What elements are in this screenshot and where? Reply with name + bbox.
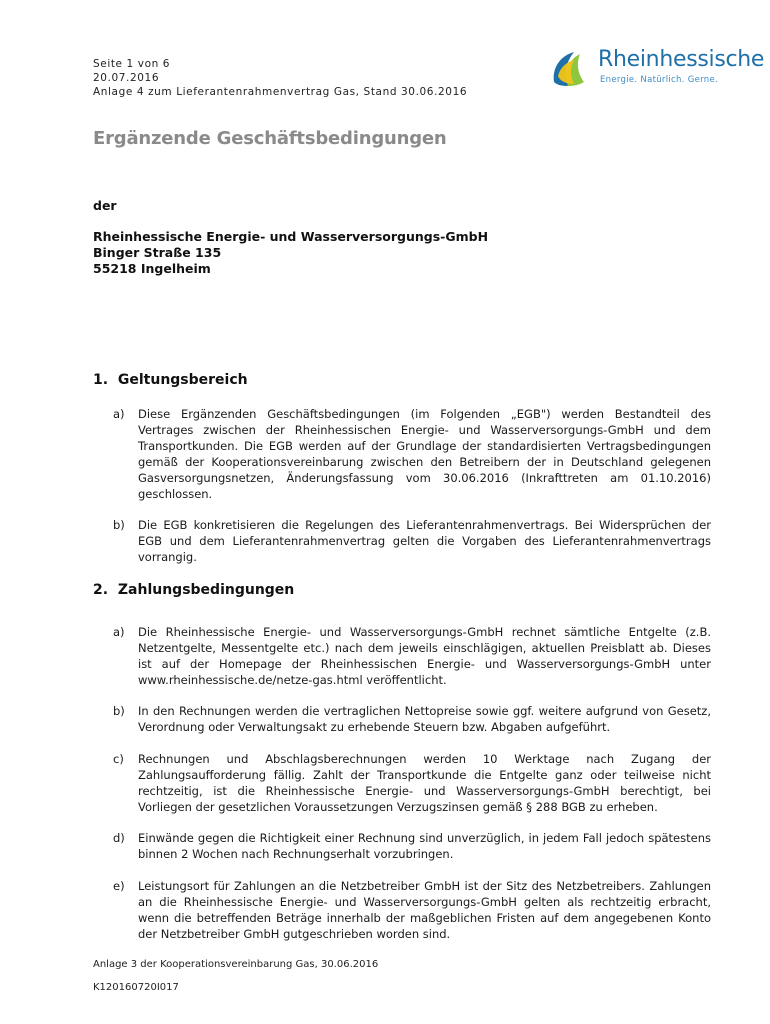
company-name: Rheinhessische Energie- und Wasserversorgungs-GmbH <box>93 229 489 244</box>
company-city: 55218 Ingelheim <box>93 261 211 276</box>
item-letter: a) <box>113 625 125 639</box>
logo-brand: Rheinhessische <box>598 47 765 72</box>
item-letter: e) <box>113 879 125 893</box>
document-meta <box>93 57 467 99</box>
item-text: Diese Ergänzenden Geschäftsbedingungen (im Folgenden „EGB") werden Bestandteil des Vertrages zwischen der Rheinhessischen Energie- und Wasserversorgungs-GmbH und dem Transportkunden. Die EGB werden auf der Grundlage der standardisierten Vertragsbedingungen gemäß der Kooperationsvereinbarung zwischen den Betreibern der in Deutschland gelegenen Gasversorgungsnetzen, Änderungsfassung vom 30.06.2016 (Inkrafttreten am 01.10.2016) geschlossen. <box>138 407 711 501</box>
der-label: der <box>93 198 117 213</box>
section-2-item-a <box>113 624 711 688</box>
section-2-item-d <box>113 830 711 862</box>
item-letter: c) <box>113 752 124 766</box>
section-1-heading <box>93 372 248 388</box>
item-text-content: Die Rheinhessische Energie- und Wasserversorgungs-GmbH rechnet sämtliche Entgelte (z.B. Netzentgelte, Messentgelte etc.) nach dem jeweils einschlägigen, aktuellen Preisblatt ab. Dieses ist auf der Homepage der Rheinhessischen Energie- und Wasserversorgungs-GmbH unter www.rheinhessische.de/netze-gas.html veröffentlicht. <box>138 625 711 687</box>
section-number: 1. <box>93 372 109 388</box>
item-text: Rechnungen und Abschlagsberechnungen werden 10 Werktage nach Zugang der Zahlungsaufforderung fällig. Zahlt der Transportkunde die Entgelte ganz oder teilweise nicht rechtzeitig, ist die Rheinhessische Energie- und Wasserversorgungs-GmbH berechtigt, bei Vorliegen der gesetzlichen Voraussetzungen Verzugszinsen gemäß § 288 BGB zu erheben. <box>138 752 711 814</box>
item-text <box>138 624 711 688</box>
logo-tagline: Energie. Natürlich. Gerne. <box>600 75 718 85</box>
company-street: Binger Straße 135 <box>93 245 222 260</box>
section-1-item-b <box>113 517 711 565</box>
company-address <box>93 229 488 277</box>
item-letter: d) <box>113 831 125 845</box>
document-title: Ergänzende Geschäftsbedingungen <box>93 128 447 149</box>
page-info: Seite 1 von 6 <box>93 58 171 70</box>
section-title: Zahlungsbedingungen <box>117 582 295 598</box>
section-number: 2. <box>93 582 109 598</box>
section-1-item-a <box>113 406 711 502</box>
document-date: 20.07.2016 <box>93 72 160 84</box>
section-title: Geltungsbereich <box>117 372 248 388</box>
company-logo <box>548 44 765 94</box>
item-text: Einwände gegen die Richtigkeit einer Rechnung sind unverzüglich, in jedem Fall jedoch spätestens binnen 2 Wochen nach Rechnungserhalt vorzubringen. <box>138 831 711 861</box>
item-text: Leistungsort für Zahlungen an die Netzbetreiber GmbH ist der Sitz des Netzbetreibers. Zahlungen an die Rheinhessische Energie- und Wasserversorgungs-GmbH gelten als rechtzeitig erbracht, wenn die betreffenden Beträge innerhalb der maßgeblichen Fristen auf dem angegebenen Konto der Netzbetreiber GmbH gutgeschrieben worden sind. <box>138 879 711 941</box>
logo-mark-icon <box>548 46 594 92</box>
section-2-heading <box>93 582 294 598</box>
section-2-item-b <box>113 703 711 735</box>
item-text: In den Rechnungen werden die vertraglichen Nettopreise sowie ggf. weitere aufgrund von Gesetz, Verordnung oder Verwaltungsakt zu erhebende Steuern bzw. Abgaben aufgeführt. <box>138 704 711 734</box>
item-letter: a) <box>113 407 125 421</box>
section-2-item-e <box>113 878 711 942</box>
footer-reference: Anlage 3 der Kooperationsvereinbarung Gas, 30.06.2016 <box>93 959 379 970</box>
section-2-item-c <box>113 751 711 815</box>
footer-code: K120160720I017 <box>93 982 179 993</box>
annex-reference: Anlage 4 zum Lieferantenrahmenvertrag Gas, Stand 30.06.2016 <box>93 86 468 98</box>
item-letter: b) <box>113 704 125 718</box>
item-text: Die EGB konkretisieren die Regelungen des Lieferantenrahmenvertrags. Bei Widersprüchen der EGB und dem Lieferantenrahmenvertrag gelten die Vorgaben des Lieferantenrahmenvertrags vorrangig. <box>138 518 711 564</box>
item-letter: b) <box>113 518 125 532</box>
